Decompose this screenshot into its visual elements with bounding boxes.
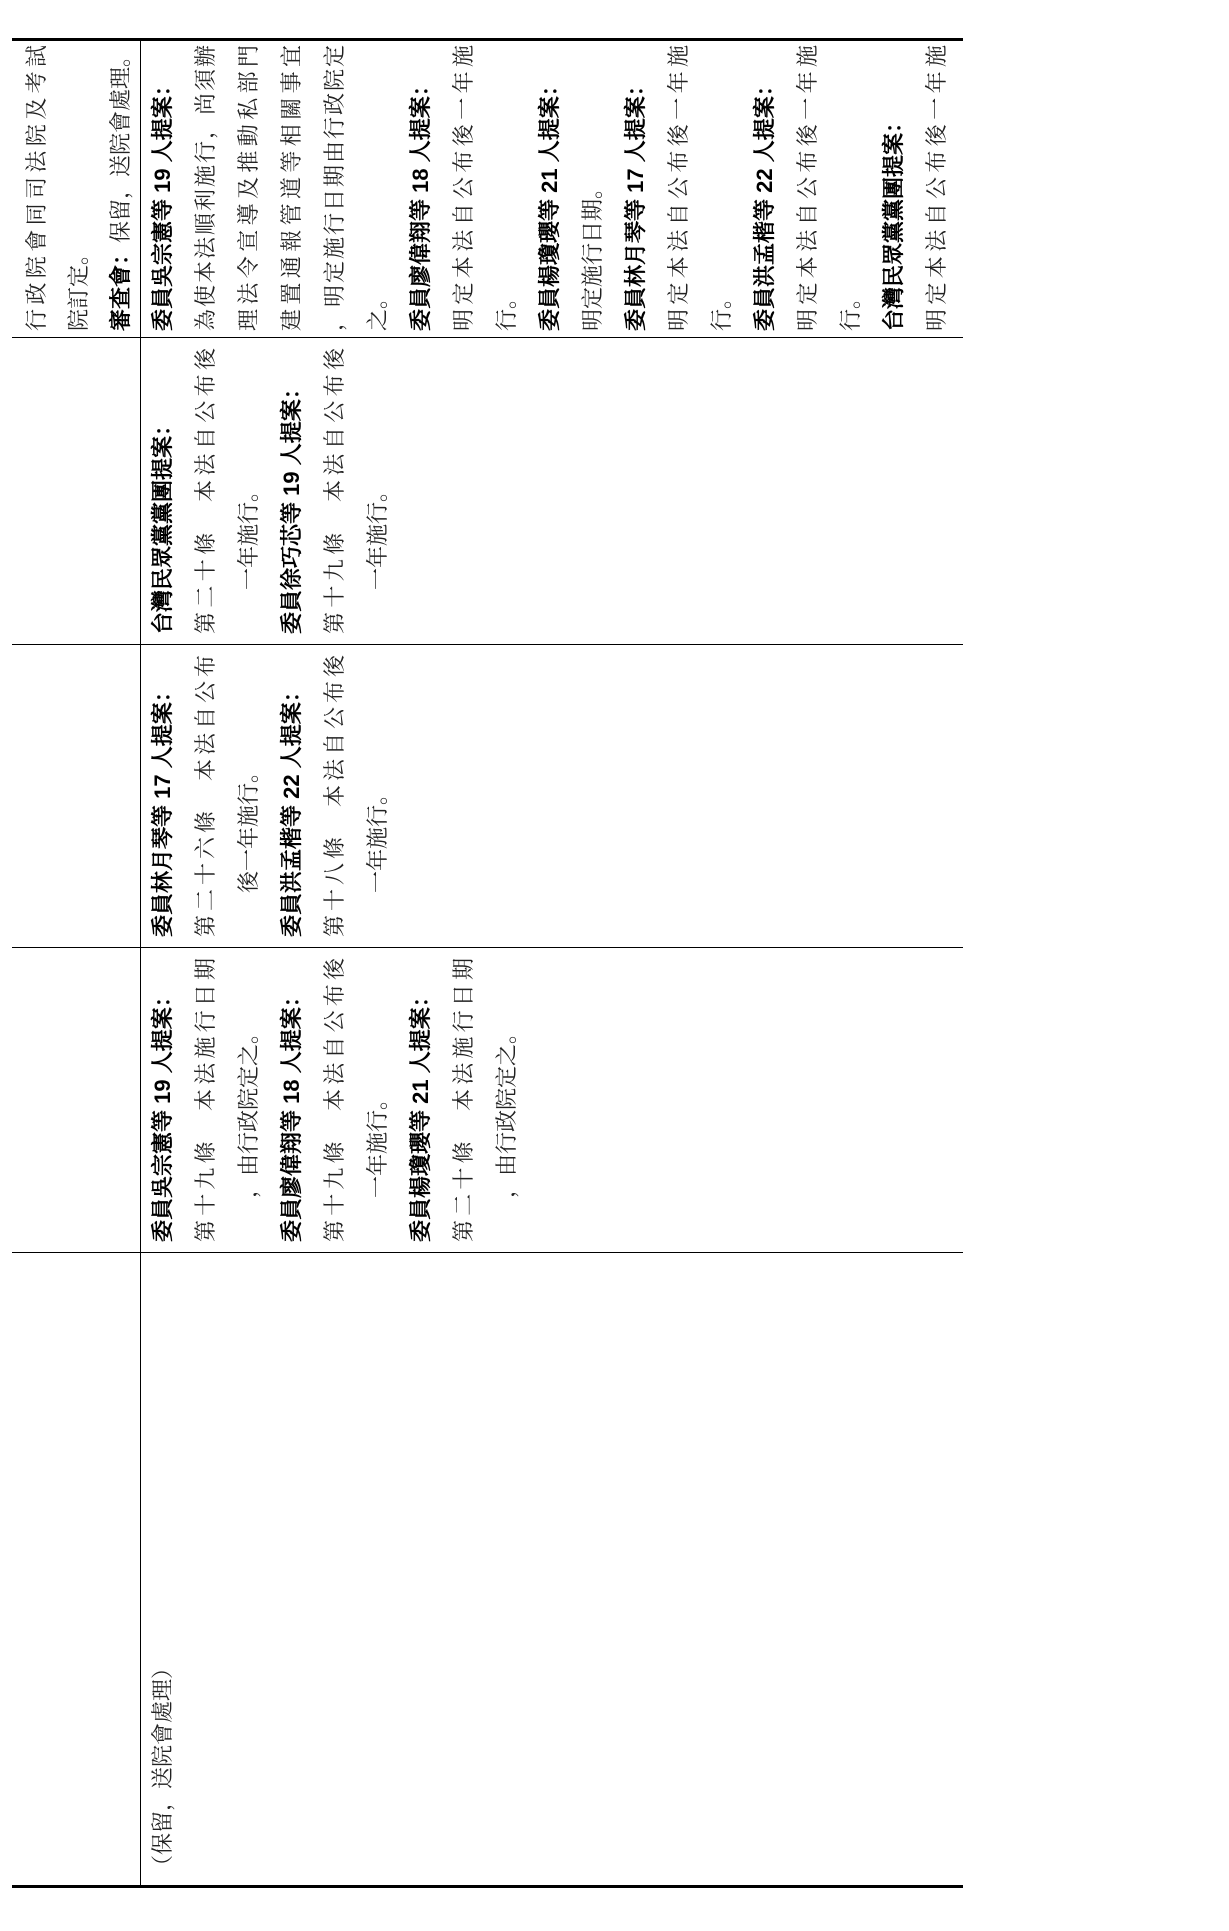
- table-cell: [140, 645, 963, 948]
- line-text: 第十八條 本法自公布後: [322, 655, 347, 937]
- proposal-heading: 台灣民眾黨黨團提案：: [150, 413, 175, 634]
- line-text: 保留，送院會處理。: [108, 44, 133, 243]
- proposal-entry: [399, 958, 528, 1242]
- table-cell: [12, 38, 140, 338]
- line-text: ，明定施行日期由行政院定: [322, 45, 347, 331]
- text-line: [227, 45, 270, 331]
- line-text: 一年施行。: [365, 479, 390, 590]
- line-text: 之。: [365, 286, 390, 331]
- text-line: [829, 45, 872, 331]
- proposal-heading: 委員洪孟楷等 22 人提案：: [752, 74, 777, 331]
- proposal-entry: [141, 45, 399, 331]
- line-text: 明定本法自公布後一年施: [795, 45, 820, 331]
- text-line: [270, 45, 313, 331]
- article-text-line: [227, 958, 270, 1242]
- text-line: [442, 45, 485, 331]
- line-text: 第二十六條 本法自公布: [193, 655, 218, 937]
- table-cell: [12, 948, 140, 1253]
- proposal-entry: [270, 655, 399, 937]
- article-text-line: [184, 655, 227, 937]
- table-cell: [140, 948, 963, 1253]
- line-text: 後一年施行。: [236, 760, 261, 893]
- article-text-line: [313, 348, 356, 634]
- proposal-heading: 委員廖偉翔等 18 人提案：: [279, 985, 304, 1242]
- article-text-line: [227, 348, 270, 634]
- table-cell: [12, 1253, 140, 1888]
- text-line: [16, 45, 58, 331]
- line-text: 第十九條 本法自公布後: [322, 958, 347, 1242]
- line-text: 明定本法自公布後一年施: [451, 45, 476, 331]
- article-text-line: [313, 655, 356, 937]
- proposal-heading: 委員廖偉翔等 18 人提案：: [408, 74, 433, 331]
- text-paragraph: [141, 1261, 184, 1877]
- proposal-entry: [614, 45, 743, 331]
- line-text: 一年施行。: [365, 1087, 390, 1198]
- text-line: [58, 45, 100, 331]
- article-text-line: [227, 655, 270, 937]
- proposal-entry: [270, 348, 399, 634]
- proposal-entry: [141, 958, 270, 1242]
- line-text: 建置通報管道等相關事宜: [279, 45, 304, 331]
- line-text: ，由行政院定之。: [494, 1021, 519, 1198]
- line-text: 行。: [494, 286, 519, 331]
- line-text: 行政院會同司法院及考試: [24, 45, 49, 331]
- line-text: 第二十條 本法自公布後: [193, 348, 218, 634]
- review-label: 審查會：: [108, 242, 133, 331]
- proposal-heading: 委員楊瓊瓔等 21 人提案：: [408, 985, 433, 1242]
- table-cell: [140, 338, 963, 645]
- article-text-line: [184, 958, 227, 1242]
- proposal-entry: [270, 958, 399, 1242]
- line-text: 第十九條 本法施行日期: [193, 958, 218, 1242]
- proposal-entry: [528, 45, 614, 331]
- text-paragraph: [16, 45, 100, 331]
- proposal-heading: 委員吳宗憲等 19 人提案：: [150, 985, 175, 1242]
- table-cell: [140, 1253, 963, 1888]
- text-line: [100, 45, 142, 331]
- table-cell: [12, 338, 140, 645]
- text-line: [313, 45, 356, 331]
- proposal-heading: 委員林月琴等 17 人提案：: [150, 680, 175, 937]
- article-text-line: [356, 655, 399, 937]
- proposal-heading: 台灣民眾黨黨團提案：: [881, 110, 906, 331]
- line-text: 一年施行。: [236, 479, 261, 590]
- line-text: 為使本法順利施行，尚須辦: [193, 45, 218, 331]
- text-line: [786, 45, 829, 331]
- line-text: 理法令宣導及推動私部門: [236, 45, 261, 331]
- proposal-heading: 委員徐巧芯等 19 人提案：: [279, 377, 304, 634]
- proposal-heading: 委員楊瓊瓔等 21 人提案：: [537, 74, 562, 331]
- text-line: [700, 45, 743, 331]
- proposal-entry: [399, 45, 528, 331]
- article-text-line: [356, 348, 399, 634]
- line-text: 行。: [838, 286, 863, 331]
- table-cell: [140, 38, 963, 338]
- text-line: [571, 45, 614, 331]
- article-text-line: [184, 348, 227, 634]
- line-text: 明定本法自公布後一年施: [666, 45, 691, 331]
- article-text-line: [313, 958, 356, 1242]
- line-text: 第十九條 本法自公布後: [322, 348, 347, 634]
- text-line: [356, 45, 399, 331]
- table-cell: [12, 645, 140, 948]
- article-text-line: [356, 958, 399, 1242]
- proposal-entry: [141, 655, 270, 937]
- proposal-heading: 委員林月琴等 17 人提案：: [623, 74, 648, 331]
- article-text-line: [442, 958, 485, 1242]
- text-paragraph: [100, 45, 142, 331]
- text-line: [184, 45, 227, 331]
- text-line: [485, 45, 528, 331]
- line-text: 一年施行。: [365, 782, 390, 893]
- proposal-heading: 委員吳宗憲等 19 人提案：: [150, 74, 175, 331]
- line-text: 明定本法自公布後一年施: [924, 45, 949, 331]
- line-text: 明定施行日期。: [580, 176, 605, 331]
- line-text: 行。: [709, 286, 734, 331]
- line-text: 第二十條 本法施行日期: [451, 958, 476, 1242]
- text-line: [915, 45, 958, 331]
- proposal-heading: 委員洪孟楷等 22 人提案：: [279, 680, 304, 937]
- proposal-entry: [141, 348, 270, 634]
- proposal-entry: [743, 45, 872, 331]
- proposal-entry: [872, 45, 958, 331]
- text-line: [141, 1261, 184, 1877]
- line-text: ，由行政院定之。: [236, 1021, 261, 1198]
- line-text: 院訂定。: [66, 242, 91, 331]
- text-line: [657, 45, 700, 331]
- line-text: （保留，送院會處理）: [150, 1656, 175, 1877]
- article-text-line: [485, 958, 528, 1242]
- comparison-table: [12, 38, 963, 1888]
